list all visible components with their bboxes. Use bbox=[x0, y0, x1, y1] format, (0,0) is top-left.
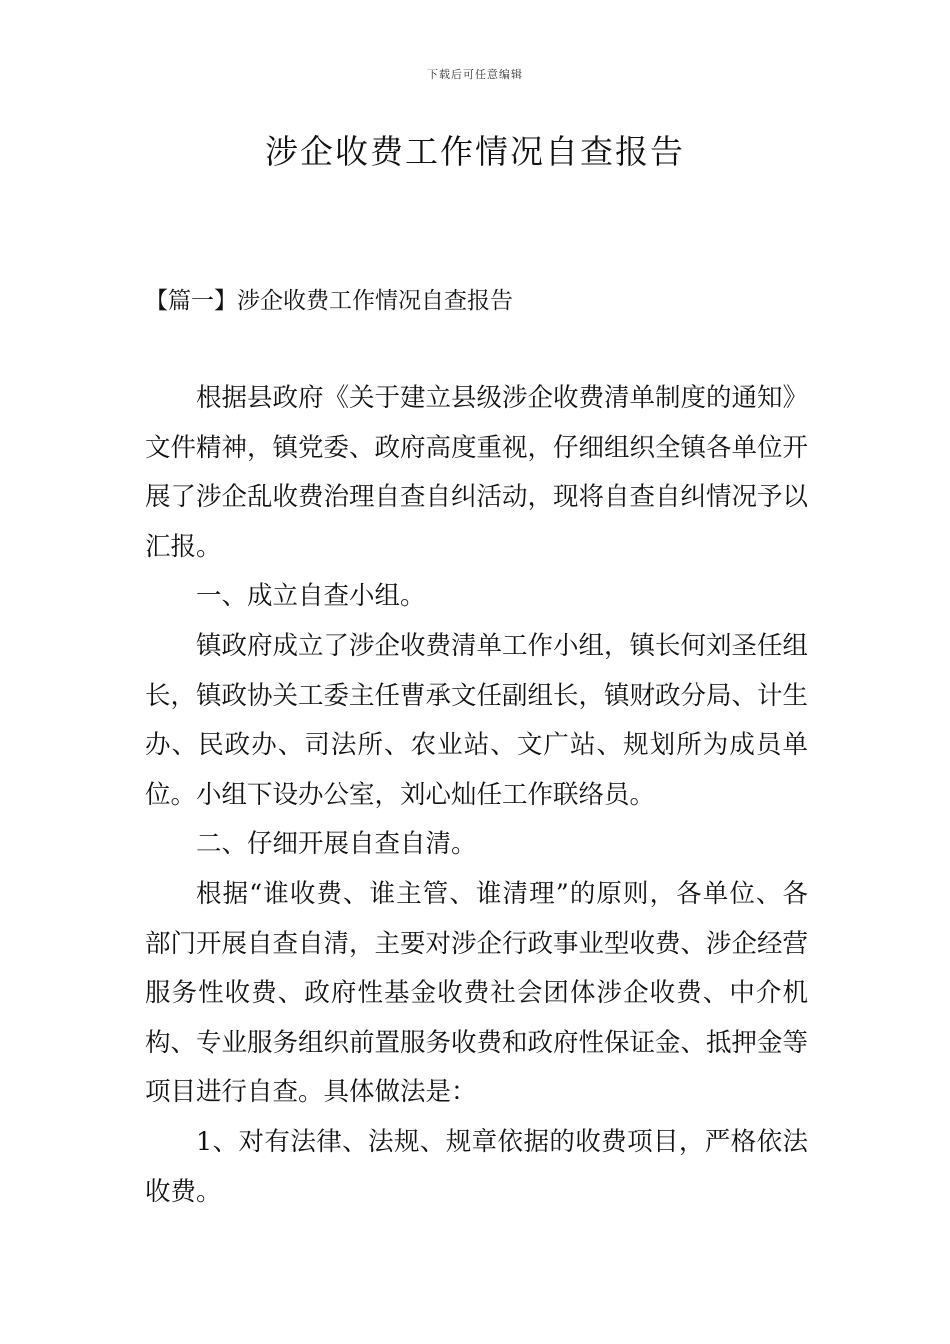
paragraph-heading-1: 一、成立自查小组。 bbox=[196, 581, 426, 612]
paragraph-item-1: 1、对有法律、法规、规章依据的收费项目，严格依法收费。 bbox=[145, 1126, 808, 1207]
header-note: 下载后可任意编辑 bbox=[427, 68, 523, 81]
section-heading: 【篇一】涉企收费工作情况自查报告 bbox=[145, 288, 513, 314]
paragraph-self-check: 根据“谁收费、谁主管、谁清理”的原则，各单位、各部门开展自查自清，主要对涉企行政事业型收费、涉企经营服务性收费、政府性基金收费社会团体涉企收费、中介机构、专业服务组织前置服务收费和政府性保证金、抵押金等项目进行自查。具体做法是： bbox=[145, 878, 809, 1108]
paragraph-heading-2: 二、仔细开展自查自清。 bbox=[196, 829, 477, 860]
paragraph-group-setup: 镇政府成立了涉企收费清单工作小组，镇长何刘圣任组长，镇政协关工委主任曹承文任副组长，镇财政分局、计生办、民政办、司法所、农业站、文广站、规划所为成员单位。小组下设办公室，刘心灿任工作联络员。 bbox=[145, 630, 809, 810]
paragraph-intro: 根据县政府《关于建立县级涉企收费清单制度的通知》文件精神，镇党委、政府高度重视，仔细组织全镇各单位开展了涉企乱收费治理自查自纠活动，现将自查自纠情况予以汇报。 bbox=[145, 383, 809, 562]
document-title: 涉企收费工作情况自查报告 bbox=[265, 132, 685, 171]
document-body bbox=[145, 374, 808, 1217]
